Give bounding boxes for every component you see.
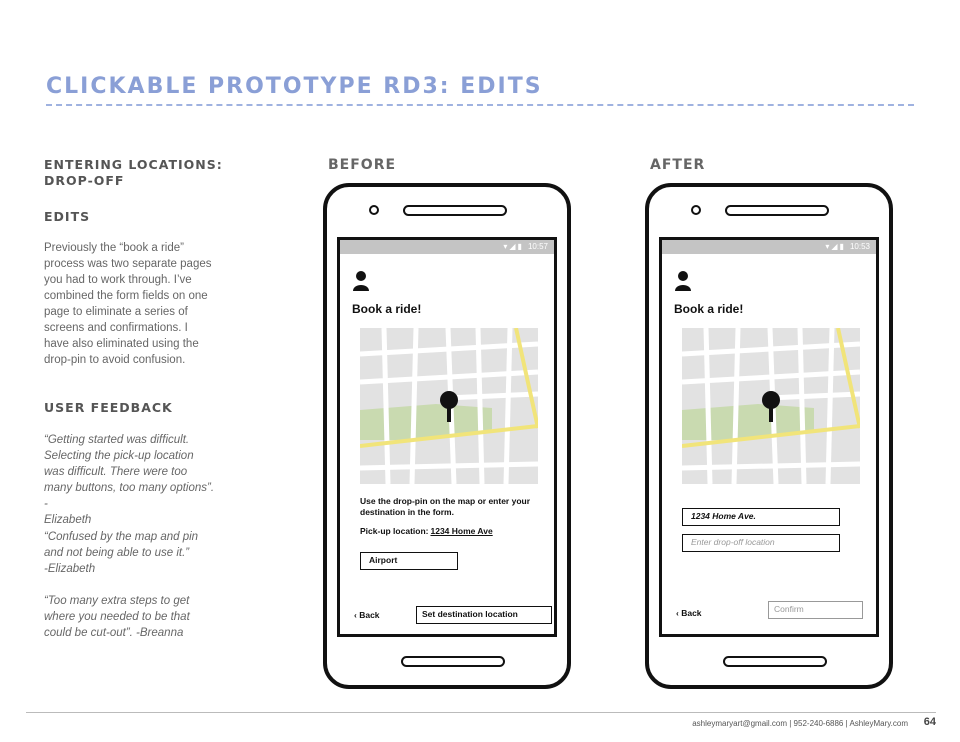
page-number: 64 [923,716,936,728]
title-divider [46,104,914,106]
speaker-icon [725,205,829,216]
camera-icon [691,205,701,215]
edits-text: Previously the “book a ride” process was two separate pages you had to work through. I’ve combined the form fields on one page to eliminate a series of screens and confirmations. I have also eliminated using the drop-pin to avoid confusion. [44,242,212,366]
footer-divider [26,712,936,713]
pickup-input[interactable]: 1234 Home Ave. [682,508,840,526]
home-button-icon[interactable] [723,656,827,667]
screen-title: Book a ride! [352,302,422,316]
status-time: 10:53 [849,242,870,251]
destination-input[interactable]: Airport [360,552,458,570]
signal-icon: ▾◢▮ [825,242,846,251]
after-phone-mockup [645,183,893,689]
edits-heading: EDITS [44,209,91,224]
before-phone-mockup [323,183,571,689]
status-time: 10:57 [527,242,548,251]
speaker-icon [403,205,507,216]
camera-icon [369,205,379,215]
set-destination-button[interactable]: Set destination location [416,606,552,624]
map-view[interactable] [360,328,538,484]
after-label: AFTER [650,157,706,173]
feedback-quote: “Getting started was difficult. Selecting the pick-up location was difficult. There were too many buttons, too many options”. - Elizabeth [44,434,215,526]
pickup-label: Pick-up location: [360,526,429,536]
status-bar [662,240,876,254]
feedback-heading: USER FEEDBACK [44,400,173,415]
status-bar [340,240,554,254]
pickup-line [360,526,493,536]
page-title: CLICKABLE PROTOTYPE RD3: EDITS [46,74,543,99]
feedback-quote: “Confused by the map and pin and not being able to use it.” -Elizabeth [44,531,199,575]
user-icon[interactable] [674,270,692,292]
back-label: Back [359,610,380,620]
chevron-left-icon: ‹ [354,610,360,620]
home-button-icon[interactable] [401,656,505,667]
dropoff-input[interactable]: Enter drop-off location [682,534,840,552]
chevron-left-icon: ‹ [676,608,682,618]
confirm-button[interactable]: Confirm [768,601,863,619]
footer-contact: ashleymaryart@gmail.com | 952-240-6886 | AshleyMary.com [692,719,908,728]
back-label: Back [681,608,702,618]
pickup-value[interactable]: 1234 Home Ave [430,526,493,536]
before-label: BEFORE [328,157,397,173]
after-phone-screen [659,237,879,637]
instructions-text: Use the drop-pin on the map or enter your destination in the form. [360,496,531,517]
feedback-quote: “Too many extra steps to get where you needed to be that could be cut-out”. -Breanna [44,595,190,639]
before-phone-screen [337,237,557,637]
screen-title: Book a ride! [674,302,744,316]
back-button[interactable] [354,610,380,620]
back-button[interactable] [676,608,702,618]
signal-icon: ▾◢▮ [503,242,524,251]
map-view[interactable] [682,328,860,484]
user-icon[interactable] [352,270,370,292]
section-heading: ENTERING LOCATIONS: DROP-OFF [44,157,223,188]
